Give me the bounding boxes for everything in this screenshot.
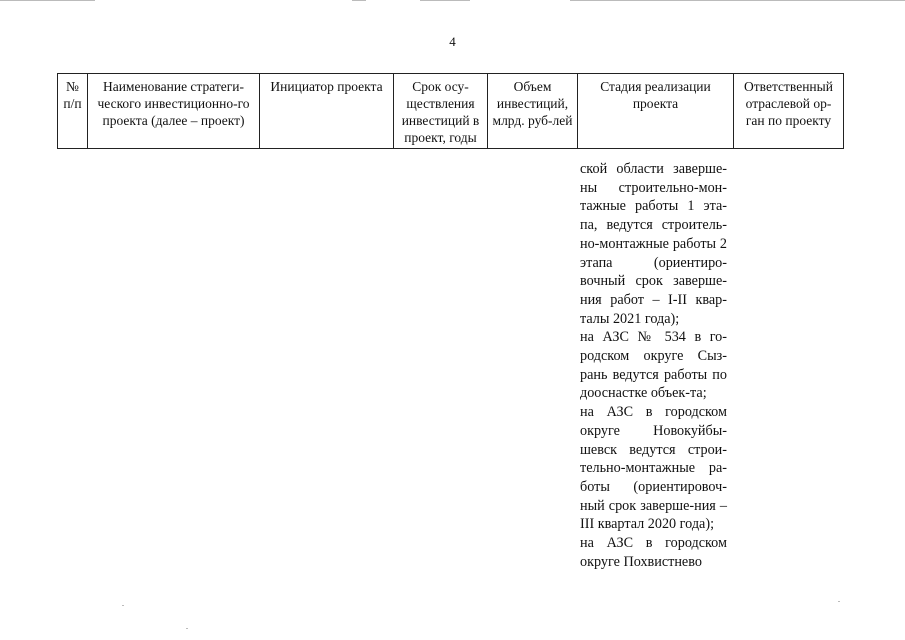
scan-speck <box>186 628 188 629</box>
scan-edge-mark <box>352 0 366 1</box>
header-cell-investment-period: Срок осу-ществления инвестиций в проект, годы <box>394 74 488 149</box>
stage-paragraph: ской области заверше-ны строительно-мон-тажные работы 1 эта-па, ведутся строитель-но-монтажные работы 2 этапа (ориентиро-вочный срок заверше-ния работ – I-II квар-талы 2021 года); <box>580 161 727 327</box>
projects-table-header <box>57 73 844 149</box>
header-cell-responsible-body: Ответственный отраслевой ор-ган по проекту <box>734 74 844 149</box>
header-cell-stage: Стадия реализации проекта <box>578 74 734 149</box>
scan-speck <box>838 601 840 602</box>
stage-paragraph: на АЗС в городском округе Похвистнево <box>580 535 727 570</box>
table-header-row <box>58 74 844 149</box>
stage-paragraph: на АЗС в городском округе Новокуйбы-шевск ведутся строи-тельно-монтажные ра-боты (ориентировоч-ный срок заверше-ния – III квартал 2020 года); <box>580 404 727 533</box>
page-number: 4 <box>449 34 456 49</box>
stage-paragraph: на АЗС № 534 в го-родском округе Сыз-рань ведутся работы по дооснастке объек-та; <box>580 329 727 402</box>
header-cell-project-name: Наименование стратеги-ческого инвестиционно-го проекта (далее – проект) <box>88 74 260 149</box>
header-cell-investment-volume: Объем инвестиций, млрд. руб-лей <box>488 74 578 149</box>
scan-edge-mark <box>420 0 470 1</box>
header-cell-number: № п/п <box>58 74 88 149</box>
header-cell-initiator: Инициатор проекта <box>260 74 394 149</box>
scan-edge-mark <box>570 0 905 1</box>
scan-speck <box>122 605 124 606</box>
stage-column-text <box>580 160 727 571</box>
scan-edge-mark <box>0 0 95 1</box>
